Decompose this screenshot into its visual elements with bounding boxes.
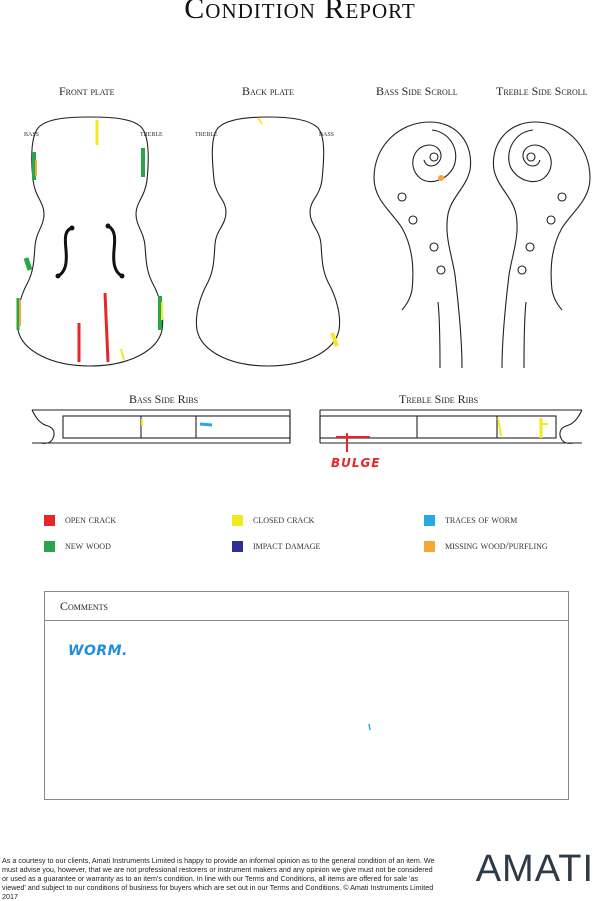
legend-missing-wood [424, 540, 548, 552]
open-crack-swatch [44, 515, 55, 526]
back-plate-markings [258, 118, 337, 346]
back-plate-label: Back plate [242, 84, 294, 98]
bass-ribs-markings [142, 419, 212, 426]
front-plate-label: Front plate [59, 84, 115, 98]
legend-label: closed crack [253, 514, 315, 526]
treble-ribs-markings [336, 418, 548, 452]
bass-ribs-label: Bass Side Ribs [129, 392, 199, 406]
f-hole-left [58, 228, 72, 276]
legend-label: missing wood/purfling [445, 540, 548, 552]
front-plate-markings [18, 120, 162, 362]
comments-box[interactable] [44, 591, 569, 800]
missing-wood-swatch [424, 541, 435, 552]
traces-of-worm-swatch [424, 515, 435, 526]
impact-damage-swatch [232, 541, 243, 552]
treble-ribs-outline [320, 410, 582, 443]
back-bass-label: bass [319, 129, 335, 138]
closed-crack-swatch [232, 515, 243, 526]
comments-note: WORM. [68, 643, 128, 659]
back-plate-outline [196, 117, 339, 366]
page-title: Condition Report [184, 0, 416, 25]
comments-heading: Comments [45, 592, 568, 621]
legend-open-crack [44, 514, 116, 526]
legend-label: impact damage [253, 540, 321, 552]
treble-ribs-label: Treble Side Ribs [399, 392, 479, 406]
amati-logo: AMATI [475, 848, 594, 890]
front-bass-label: bass [24, 129, 40, 138]
bass-scroll-label: Bass Side Scroll [376, 84, 458, 98]
legend-label: open crack [65, 514, 117, 526]
legend-traces-of-worm [424, 514, 517, 526]
new-wood-swatch [44, 541, 55, 552]
treble-scroll-label: Treble Side Scroll [496, 84, 588, 98]
bass-ribs-outline [32, 410, 290, 443]
bass-scroll-outline [374, 122, 471, 368]
f-hole-right [108, 226, 122, 276]
disclaimer-text: As a courtesy to our clients, Amati Instruments Limited is happy to provide an informal opinion as to the general condition of an item. We must advise you, however, that we are not professional restorers or instrument makers and any opinion we give must not be considered or used as a guarantee or warranty as to an item's condition. In line with our Terms and Conditions, all items are offered for sale 'as viewed' and subject to our conditions of business for buyers which are set out in our Terms and Conditions. © Amati Instruments Limited 2017 [2, 856, 435, 901]
treble-scroll-outline [493, 122, 590, 368]
legend-new-wood [44, 540, 111, 552]
legend-label: traces of worm [445, 514, 518, 526]
front-treble-label: treble [140, 129, 163, 138]
front-plate-outline [17, 117, 162, 366]
legend-label: new wood [65, 540, 111, 552]
legend-closed-crack [232, 514, 314, 526]
back-treble-label: treble [195, 129, 218, 138]
bulge-annotation: BULGE [331, 456, 381, 470]
bass-scroll-marking [438, 175, 444, 181]
legend-impact-damage [232, 540, 320, 552]
